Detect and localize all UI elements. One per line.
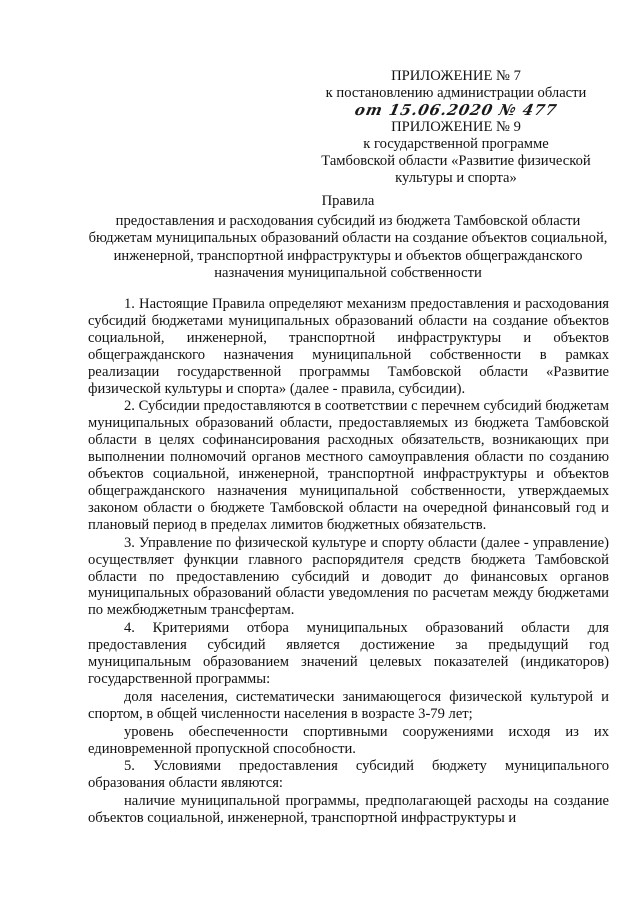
title-word: Правила [321, 193, 375, 209]
appendix-header [300, 68, 612, 187]
appendix-9-label: ПРИЛОЖЕНИЕ № 9 [391, 119, 521, 136]
paragraph-4: 4. Критериями отбора муниципальных образований области для предоставления субсидий является достижение за предыдущий год муниципальным образованием значений целевых показателей (индикаторов) государственной программы: [88, 620, 609, 687]
title-subtitle: предоставления и расходования субсидий из бюджета Тамбовской области бюджетам муниципальных образований области на создание объектов социальной, инженерной, транспортной инфраструктуры и объектов общегражданского назначения муниципальной собственности [88, 212, 608, 282]
condition-1: наличие муниципальной программы, предполагающей расходы на создание объектов социальной, инженерной, транспортной инфраструктуры и [88, 793, 609, 827]
program-name-line-2: культуры и спорта» [395, 169, 517, 186]
resolution-reference: к постановлению администрации области [325, 84, 587, 101]
paragraph-1: 1. Настоящие Правила определяют механизм предоставления и расходования субсидий бюджетами муниципальных образований области на создание объектов социальной, инженерной, транспортной инфраструктуры и объектов общегражданского назначения муниципальной собственности в рамках реализации государственной программы Тамбовской области «Развитие физической культуры и спорта» (далее - правила, субсидии). [88, 296, 609, 397]
document-body [88, 296, 609, 828]
program-name-line-1: Тамбовской области «Развитие физической [321, 152, 591, 169]
criterion-2: уровень обеспеченности спортивными сооружениями исходя из их единовременной пропускной способности. [88, 723, 609, 757]
program-reference: к государственной программе [363, 136, 549, 153]
criterion-1: доля населения, систематически занимающегося физической культурой и спортом, в общей численности населения в возрасте 3-79 лет; [88, 688, 609, 722]
appendix-7-label: ПРИЛОЖЕНИЕ № 7 [391, 68, 521, 84]
paragraph-3: 3. Управление по физической культуре и спорту области (далее - управление) осуществляет функции главного распорядителя средств бюджета Тамбовской области по предоставлению субсидий и доводит до финансовых органов муниципальных образований области уведомления по расчетам между бюджетами по межбюджетным трансфертам. [88, 534, 609, 619]
paragraph-2: 2. Субсидии предоставляются в соответствии с перечнем субсидий бюджетам муниципальных образований области, предоставляемых из бюджета Тамбовской области в целях софинансирования расходных обязательств, возникающих при выполнении полномочий органов местного самоуправления области по созданию объектов социальной, инженерной, транспортной инфраструктуры и объектов общегражданского назначения муниципальной собственности, утверждаемых законом области о бюджете Тамбовской области на очередной финансовый год и плановый период в пределах лимитов бюджетных обязательств. [88, 398, 609, 533]
paragraph-5: 5. Условиями предоставления субсидий бюджету муниципального образования области являются: [88, 758, 609, 792]
handwritten-date-number [300, 102, 612, 120]
document-title [88, 193, 608, 283]
handwritten-date-text: от 15.06.2020 № 477 [353, 100, 560, 119]
